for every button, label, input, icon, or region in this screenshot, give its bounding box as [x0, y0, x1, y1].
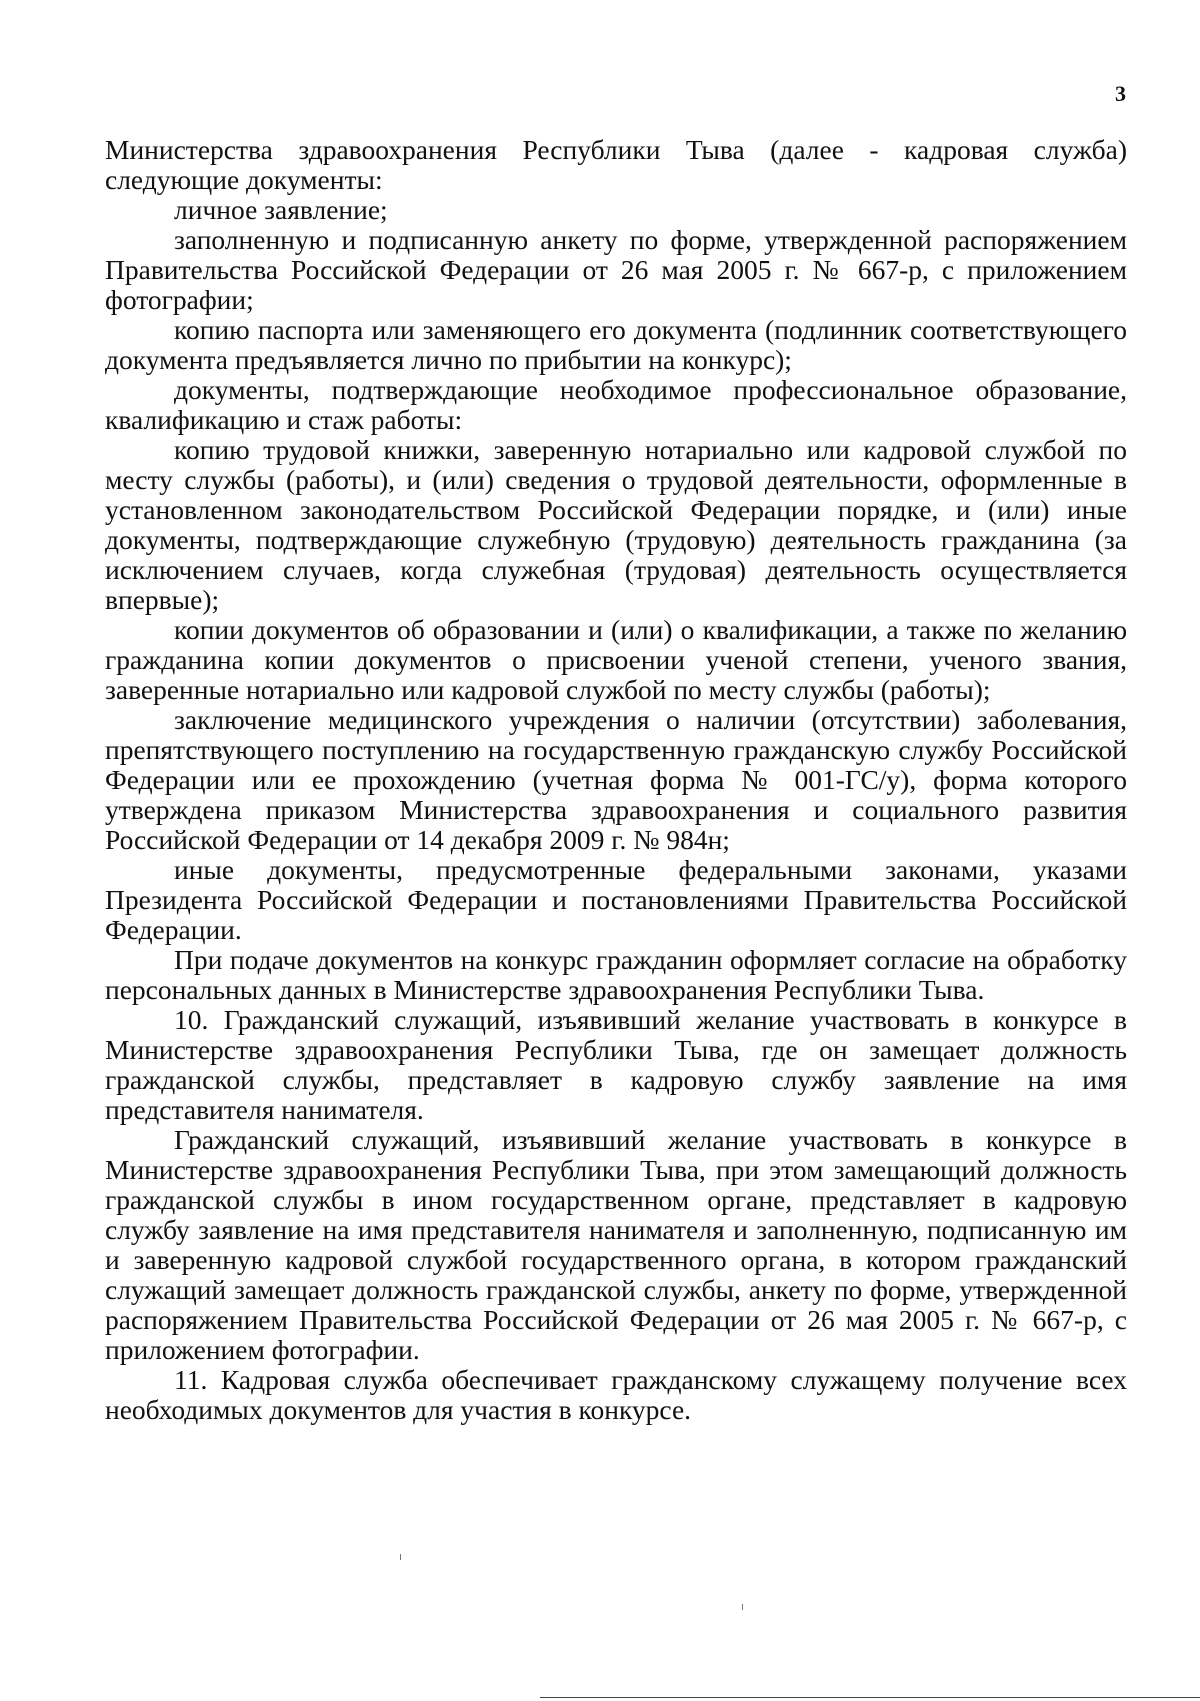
- paragraph: личное заявление;: [174, 194, 388, 225]
- scan-artifact: [742, 1604, 743, 1610]
- paragraph: Министерства здравоохранения Республики Тыва (далее - кадровая служба) следующие документы:: [105, 134, 1127, 195]
- paragraph: заключение медицинского учреждения о наличии (отсутствии) заболевания, препятствующего поступлению на государственную гражданскую службу Российской Федерации или ее прохождению (учетная форма № 001-ГС/у), форма которого утверждена приказом Министерства здравоохранения и социального развития Российской Федерации от 14 декабря 2009 г. № 984н;: [105, 704, 1127, 855]
- paragraph: иные документы, предусмотренные федеральными законами, указами Президента Российской Федерации и постановлениями Правительства Российской Федерации.: [105, 854, 1127, 945]
- paragraph: Гражданский служащий, изъявивший желание участвовать в конкурсе в Министерстве здравоохранения Республики Тыва, при этом замещающий должность гражданской службы в ином государственном органе, представляет в кадровую службу заявление на имя представителя нанимателя и заполненную, подписанную им и заверенную кадровой службой государственного органа, в котором гражданский служащий замещает должность гражданской службы, анкету по форме, утвержденной распоряжением Правительства Российской Федерации от 26 мая 2005 г. № 667-р, с приложением фотографии.: [105, 1124, 1127, 1365]
- paragraph: копии документов об образовании и (или) о квалификации, а также по желанию гражданина копии документов о присвоении ученой степени, ученого звания, заверенные нотариально или кадровой службой по месту службы (работы);: [105, 614, 1127, 705]
- scan-artifact: [400, 1554, 401, 1560]
- paragraph: документы, подтверждающие необходимое профессиональное образование, квалификацию и стаж работы:: [105, 374, 1127, 435]
- paragraph: копию трудовой книжки, заверенную нотариально или кадровой службой по месту службы (работы), и (или) сведения о трудовой деятельности, оформленные в установленном законодательством Российской Федерации порядке, и (или) иные документы, подтверждающие служебную (трудовую) деятельность гражданина (за исключением случаев, когда служебная (трудовая) деятельность осуществляется впервые);: [105, 434, 1127, 615]
- paragraph: заполненную и подписанную анкету по форме, утвержденной распоряжением Правительства Российской Федерации от 26 мая 2005 г. № 667-р, с приложением фотографии;: [105, 224, 1127, 315]
- page-number: 3: [1115, 81, 1126, 106]
- paragraph: 11. Кадровая служба обеспечивает гражданскому служащему получение всех необходимых документов для участия в конкурсе.: [105, 1364, 1127, 1425]
- paragraph: копию паспорта или заменяющего его документа (подлинник соответствующего документа предъявляется лично по прибытии на конкурс);: [105, 314, 1127, 375]
- scan-edge-line: [540, 1697, 1200, 1698]
- paragraph: 10. Гражданский служащий, изъявивший желание участвовать в конкурсе в Министерстве здравоохранения Республики Тыва, где он замещает должность гражданской службы, представляет в кадровую службу заявление на имя представителя нанимателя.: [105, 1004, 1127, 1125]
- document-body: [105, 135, 1127, 1425]
- paragraph: При подаче документов на конкурс гражданин оформляет согласие на обработку персональных данных в Министерстве здравоохранения Республики Тыва.: [105, 944, 1127, 1005]
